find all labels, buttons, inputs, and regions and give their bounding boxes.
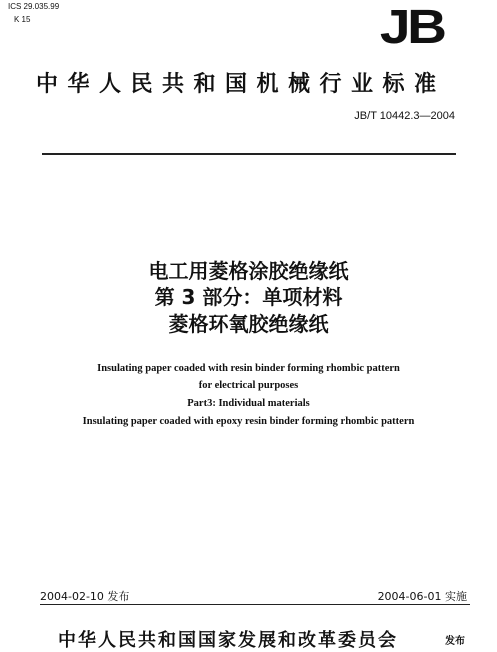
standard-title: 中华人民共和国机械行业标准 <box>36 72 446 97</box>
english-title-line-2: for electrical purposes <box>198 380 299 391</box>
english-title-line-3: Part3: Individual materials <box>187 398 310 409</box>
top-divider <box>42 153 456 155</box>
chinese-title-line-3: 菱格环氧胶绝缘纸 <box>168 312 329 336</box>
classification-code: K 15 <box>14 15 31 24</box>
chinese-title-line-1: 电工用菱格涂胶绝缘纸 <box>148 259 349 283</box>
implementation-date: 2004-06-01 实施 <box>377 590 467 603</box>
jb-logo: JB <box>379 1 444 54</box>
english-title-line-1: Insulating paper coaded with resin binder forming rhombic pattern <box>97 363 400 374</box>
issuing-authority-suffix: 发布 <box>445 636 465 647</box>
bottom-divider <box>40 604 470 605</box>
standard-number: JB/T 10442.3—2004 <box>354 110 455 122</box>
publish-date: 2004-02-10 发布 <box>40 590 130 603</box>
chinese-title-line-2: 第 3 部分：单项材料 <box>154 285 343 309</box>
english-title-line-4: Insulating paper coaded with epoxy resin binder forming rhombic pattern <box>82 416 415 427</box>
ics-code: ICS 29.035.99 <box>8 2 60 11</box>
issuing-authority: 中华人民共和国国家发展和改革委员会 <box>58 630 398 651</box>
